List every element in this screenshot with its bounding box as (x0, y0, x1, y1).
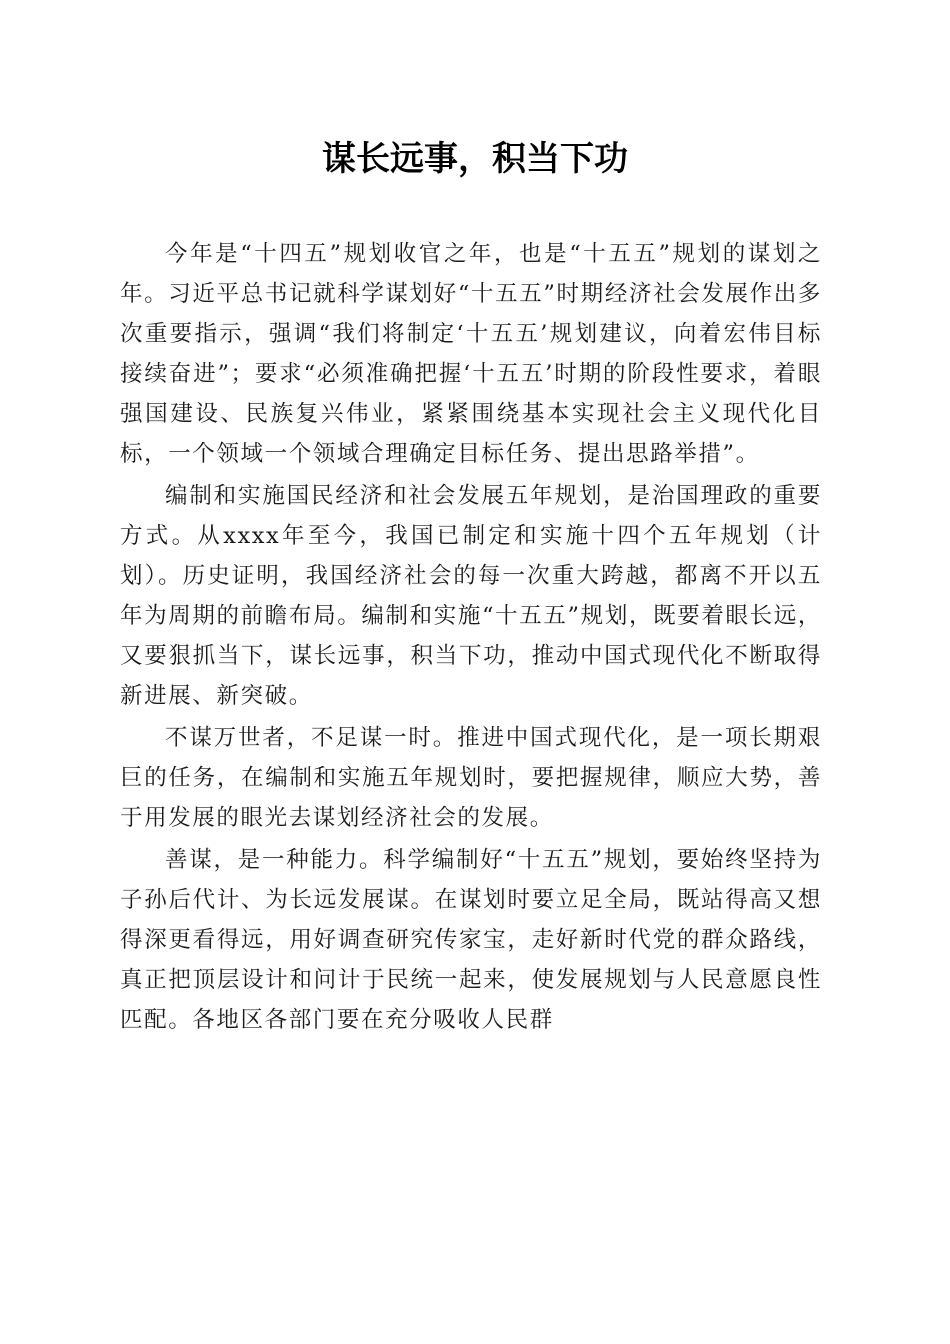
paragraph-3: 不谋万世者，不足谋一时。推进中国式现代化，是一项长期艰巨的任务，在编制和实施五年规划时，要把握规律，顺应大势，善于用发展的眼光去谋划经济社会的发展。 (120, 725, 822, 831)
document-body (120, 234, 822, 1042)
paragraph-1: 今年是“十四五”规划收官之年，也是“十五五”规划的谋划之年。习近平总书记就科学谋划好“十五五”时期经济社会发展作出多次重要指示，强调“我们将制定‘十五五’规划建议，向着宏伟目标接续奋进”；要求“必须准确把握‘十五五’时期的阶段性要求，着眼强国建设、民族复兴伟业，紧紧围绕基本实现社会主义现代化目标，一个领域一个领域合理确定目标任务、提出思路举措”。 (120, 241, 822, 467)
paragraph-4: 善谋，是一种能力。科学编制好“十五五”规划，要始终坚持为子孙后代计、为长远发展谋。在谋划时要立足全局，既站得高又想得深更看得远，用好调查研究传家宝，走好新时代党的群众路线，真正把顶层设计和问计于民统一起来，使发展规划与人民意愿良性匹配。各地区各部门要在充分吸收人民群 (120, 847, 822, 1033)
paragraph-2: 编制和实施国民经济和社会发展五年规划，是治国理政的重要方式。从xxxx年至今，我国已制定和实施十四个五年规划（计划）。历史证明，我国经济社会的每一次重大跨越，都离不开以五年为周期的前瞻布局。编制和实施“十五五”规划，既要着眼长远，又要狠抓当下，谋长远事，积当下功，推动中国式现代化不断取得新进展、新突破。 (120, 483, 822, 709)
document-title: 谋长远事，积当下功 (322, 139, 628, 179)
